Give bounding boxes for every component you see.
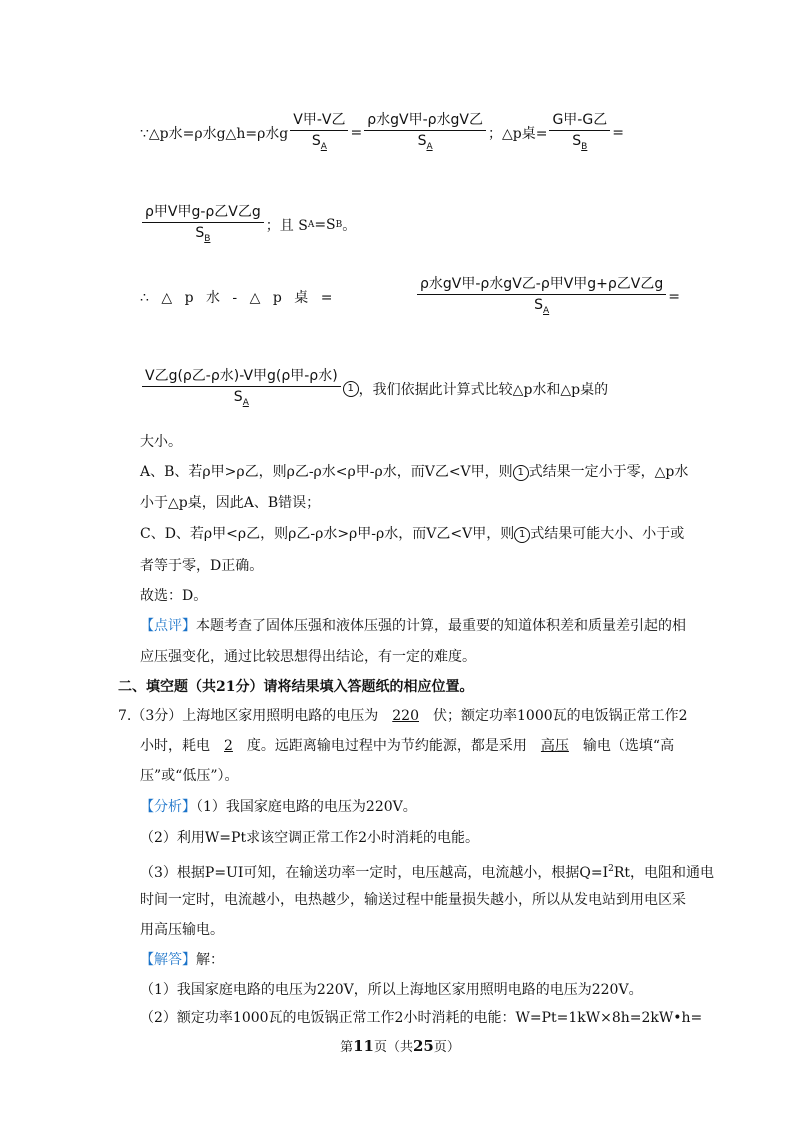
text-line: （2）利用W=Pt求该空调正常工作2小时消耗的电能。 — [140, 830, 479, 846]
denominator-subscript: A — [242, 397, 249, 408]
denominator-subscript: A — [543, 305, 550, 316]
text-line: 应压强变化，通过比较思想得出结论，有一定的难度。 — [140, 649, 476, 665]
formula-line-1 — [140, 106, 624, 160]
formula-text: ；且 S — [265, 218, 308, 234]
fraction-numerator: ρ水gV甲-ρ水gV乙 — [364, 110, 486, 131]
formula-text: ∴ △ p 水 - △ p 桌 = — [140, 290, 337, 306]
text-line: 压”或“低压”）。 — [140, 768, 239, 784]
fraction-denominator — [290, 131, 348, 157]
text-span: 本题考查了固体压强和液体压强的计算，最重要的知道体积差和质量差引起的相 — [196, 618, 686, 634]
total-pages: 25 — [413, 1037, 434, 1055]
fraction — [142, 202, 264, 249]
denominator-text: S — [417, 132, 427, 149]
text-span: 小时，耗电 — [140, 738, 210, 754]
equals-sign: = — [350, 125, 363, 141]
text-line — [140, 859, 714, 883]
formula-line-3 — [140, 270, 680, 324]
text-span: C、D、若ρ甲<ρ乙，则ρ乙-ρ水>ρ甲-ρ水，而V乙<V甲，则 — [140, 526, 515, 542]
text-span: （3）根据P=UI可知，在输送功率一定时，电压越高，电流越小，根据Q=I — [140, 865, 609, 881]
circled-number-1: 1 — [513, 465, 529, 481]
formula-line-2 — [140, 198, 356, 252]
footer-text: 页） — [433, 1040, 460, 1055]
text-span: 解： — [196, 952, 224, 968]
fraction — [290, 110, 348, 157]
denominator-text: S — [233, 388, 243, 405]
fraction — [549, 110, 610, 157]
circled-number-1: 1 — [514, 527, 530, 543]
superscript: 2 — [608, 864, 614, 874]
text-span: A、B、若ρ甲>ρ乙，则ρ乙-ρ水<ρ甲-ρ水，而V乙<V甲，则 — [140, 464, 513, 480]
fraction-denominator — [142, 223, 264, 249]
answer-tag: 【解答】 — [140, 952, 196, 968]
formula-text: ；△p桌= — [487, 126, 548, 142]
equals-sign: = — [668, 289, 680, 305]
fraction — [417, 274, 666, 321]
denominator-text: S — [572, 132, 582, 149]
text-span: 式结果一定小于零，△p水 — [528, 464, 689, 480]
text-line: （1）我国家庭电路的电压为220V，所以上海地区家用照明电路的电压为220V。 — [140, 982, 643, 998]
equals-sign: = — [612, 125, 624, 141]
question-7 — [118, 706, 688, 726]
denominator-text: S — [311, 132, 321, 149]
answer-heading — [140, 950, 224, 970]
text-line: 故选：D。 — [140, 588, 208, 604]
footer-text: 第 — [340, 1040, 354, 1055]
fraction-numerator: ρ水gV甲-ρ水gV乙-ρ甲V甲g+ρ乙V乙g — [417, 274, 666, 295]
denominator-subscript: B — [581, 141, 588, 152]
text-span: 度。远距离输电过程中为节约能源，都是采用 — [246, 738, 527, 754]
text-span: 7.（3分）上海地区家用照明电路的电压为 — [118, 708, 379, 724]
comment-tag: 【点评】 — [140, 618, 196, 634]
text-line: 大小。 — [140, 434, 182, 450]
fraction-numerator: V乙g(ρ乙-ρ水)-V甲g(ρ甲-ρ水) — [142, 366, 341, 387]
text-line — [140, 524, 684, 544]
formula-text: ，我们依据此计算式比较△p水和△p桌的 — [358, 382, 609, 398]
fraction-denominator — [549, 131, 610, 157]
answer-blank: 2 — [224, 738, 233, 754]
denominator-subscript: A — [426, 141, 433, 152]
fraction-numerator: G甲-G乙 — [549, 110, 610, 131]
formula-line-4 — [140, 362, 608, 416]
text-span: 式结果可能大小、小于或 — [530, 526, 685, 542]
analysis-tag: 【分析】 — [140, 799, 196, 815]
formula-text: =S — [314, 217, 336, 233]
fraction-denominator — [142, 387, 341, 413]
denominator-text: S — [534, 296, 543, 313]
text-span: （1）我国家庭电路的电压为220V。 — [196, 799, 417, 815]
fraction — [142, 366, 341, 413]
formula-text: 。 — [342, 218, 357, 234]
denominator-text: S — [195, 224, 205, 241]
text-line: 时间一定时，电流越小，电热越少，输送过程中能量损失越小，所以从发电站到用电区采 — [140, 892, 686, 908]
comment-paragraph — [140, 616, 686, 636]
text-line — [140, 736, 674, 756]
fraction-numerator: V甲-V乙 — [290, 110, 348, 131]
answer-blank: 220 — [392, 708, 419, 724]
denominator-subscript: A — [320, 141, 327, 152]
fraction-numerator: ρ甲V甲g-ρ乙V乙g — [142, 202, 264, 223]
text-line: 小于△p桌，因此A、B错误； — [140, 495, 321, 511]
page-number: 11 — [353, 1037, 374, 1055]
text-line: 用高压输电。 — [140, 922, 224, 938]
text-span: 伏；额定功率1000瓦的电饭锅正常工作2 — [433, 708, 688, 724]
denominator-subscript: B — [204, 233, 211, 244]
subscript: B — [335, 220, 343, 230]
text-line: （2）额定功率1000瓦的电饭锅正常工作2小时消耗的电能：W=Pt=1kW×8h=2kW•h= — [140, 1010, 703, 1026]
text-line — [140, 462, 688, 482]
text-span: 输电（选填“高 — [582, 738, 675, 754]
footer-text: 页（共 — [373, 1040, 413, 1055]
fraction-denominator — [417, 295, 666, 321]
formula-text: ∵△p水=ρ水g△h=ρ水g — [140, 126, 289, 142]
answer-blank: 高压 — [540, 738, 569, 754]
circled-number-1: 1 — [343, 381, 359, 397]
text-line: 者等于零，D正确。 — [140, 558, 264, 574]
fraction-denominator — [364, 131, 486, 157]
page-footer — [0, 1036, 800, 1055]
analysis-heading — [140, 797, 417, 817]
text-span: Rt，电阻和通电 — [613, 865, 715, 881]
fraction — [364, 110, 486, 157]
subscript: A — [307, 220, 315, 230]
section-heading: 二、填空题（共21分）请将结果填入答题纸的相应位置。 — [118, 679, 474, 695]
